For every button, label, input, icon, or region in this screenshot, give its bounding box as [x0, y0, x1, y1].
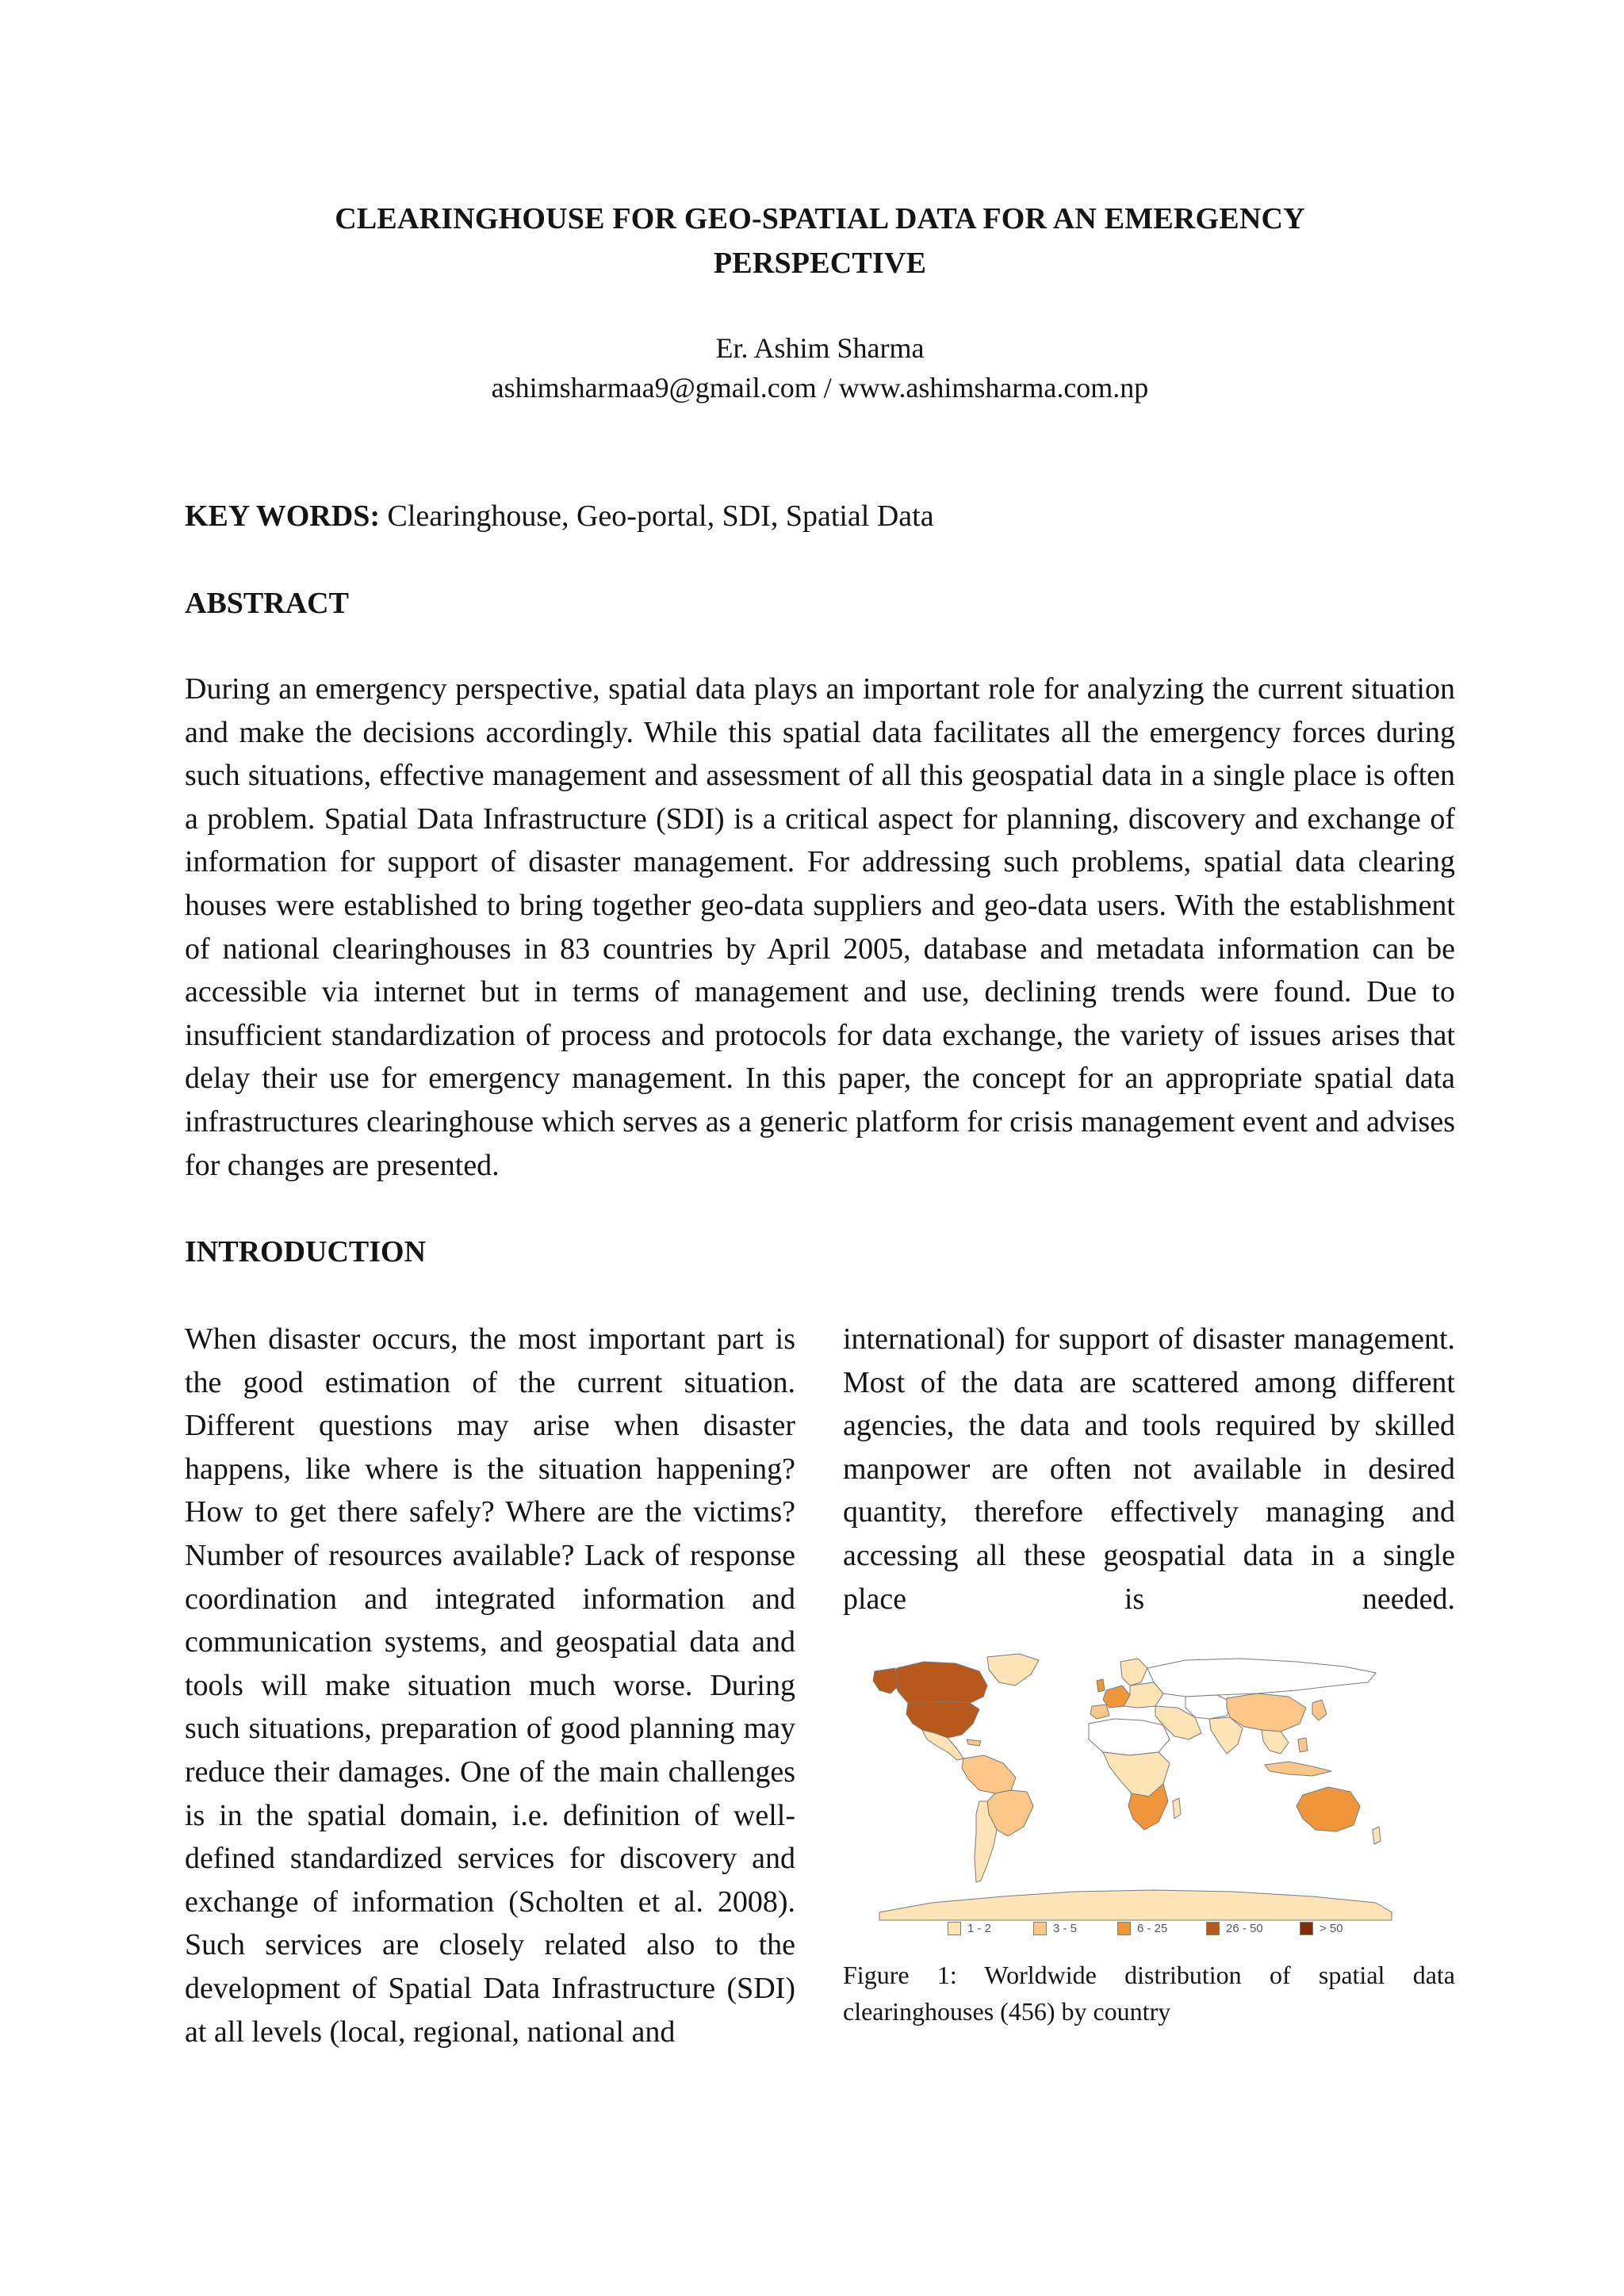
introduction-heading: INTRODUCTION [185, 1235, 427, 1269]
legend-item-over-50 [1300, 1917, 1343, 1939]
map-philippines [1298, 1738, 1308, 1752]
map-southeast-asia [1262, 1730, 1289, 1754]
author-block [185, 328, 1455, 408]
legend-item-26-50 [1206, 1917, 1263, 1939]
map-scandinavia [1120, 1659, 1147, 1686]
legend-swatch [1300, 1922, 1313, 1935]
map-russia [1147, 1659, 1376, 1697]
map-canada [892, 1662, 987, 1703]
paper-title [185, 197, 1455, 285]
map-alaska [873, 1668, 898, 1693]
title-line-2: PERSPECTIVE [713, 247, 927, 280]
figure-caption: Figure 1: Worldwide distribution of spatial data clearinghouses (456) by country [843, 1961, 1455, 2026]
legend-item-1-2 [948, 1917, 991, 1939]
map-australia [1297, 1787, 1360, 1831]
map-iberia [1090, 1705, 1109, 1719]
abstract-heading: ABSTRACT [185, 587, 349, 620]
author-contact: ashimsharmaa9@gmail.com / www.ashimsharma.com.np [491, 372, 1149, 404]
map-indonesia [1265, 1762, 1331, 1776]
map-legend [948, 1917, 1376, 1941]
map-south-america-north [962, 1755, 1016, 1793]
map-usa [906, 1701, 979, 1738]
legend-label: 1 - 2 [967, 1921, 992, 1935]
introduction-right-column: international) for support of disaster management. Most of the data are scattered among different agencies, the data and tools required by skilled manpower are often not available in desired quantity, therefore effectively managing and accessing all these geospatial data in a single place is needed. [843, 1322, 1455, 1616]
legend-swatch [1117, 1922, 1131, 1935]
legend-label: 26 - 50 [1226, 1921, 1263, 1935]
legend-label: > 50 [1320, 1921, 1343, 1935]
legend-item-3-5 [1033, 1917, 1077, 1939]
legend-swatch [948, 1922, 961, 1935]
author-name: Er. Ashim Sharma [715, 332, 925, 364]
keywords-label: KEY WORDS: [185, 499, 380, 533]
title-line-1: CLEARINGHOUSE FOR GEO-SPATIAL DATA FOR AN EMERGENCY [335, 202, 1305, 235]
map-caribbean [967, 1739, 981, 1746]
map-uk [1097, 1679, 1105, 1692]
legend-label: 3 - 5 [1053, 1921, 1078, 1935]
map-greenland [987, 1654, 1039, 1686]
keywords [185, 496, 1455, 536]
legend-swatch [1206, 1922, 1220, 1935]
map-madagascar [1173, 1798, 1181, 1819]
world-map-figure [868, 1651, 1401, 1944]
legend-label: 6 - 25 [1137, 1921, 1168, 1935]
keywords-text: Clearinghouse, Geo-portal, SDI, Spatial Data [379, 499, 934, 533]
legend-item-6-25 [1117, 1917, 1167, 1939]
legend-swatch [1033, 1922, 1047, 1935]
map-central-asia [1185, 1695, 1233, 1719]
introduction-left-column: When disaster occurs, the most important part is the good estimation of the current situation. Different questions may arise when disaster happens, like where is the situation happening? How to get there safely? Where are the victims? Number of resources available? Lack of response coordination and integrated information and communication systems, and geospatial data and tools will make situation much worse. During such situations, preparation of good planning may reduce their damages. One of the main challenges is in the spatial domain, i.e. definition of well-defined standardized services for discovery and exchange of information (Scholten et al. 2008). Such services are closely related also to the development of Spatial Data Infrastructure (SDI) at all levels (local, regional, national and [185, 1322, 795, 2049]
map-new-zealand [1373, 1827, 1381, 1844]
abstract-text: During an emergency perspective, spatial data plays an important role for analyzing the current situation and make the decisions accordingly. While this spatial data facilitates all the emergency forces during such situations, effective management and assessment of all this geospatial data in a single place is often a problem. Spatial Data Infrastructure (SDI) is a critical aspect for planning, discovery and exchange of information for support of disaster management. For addressing such problems, spatial data clearing houses were established to bring together geo-data suppliers and geo-data users. With the establishment of national clearinghouses in 83 countries by April 2005, database and metadata information can be accessible via internet but in terms of management and use, declining trends were found. Due to insufficient standardization of process and protocols for data exchange, the variety of issues arises that delay their use for emergency management. In this paper, the concept for an appropriate spatial data infrastructures clearinghouse which serves as a generic platform for crisis management event and advises for changes are presented. [185, 672, 1455, 1182]
map-africa-north [1089, 1719, 1170, 1755]
map-japan [1312, 1700, 1327, 1720]
map-antarctica [879, 1890, 1392, 1920]
